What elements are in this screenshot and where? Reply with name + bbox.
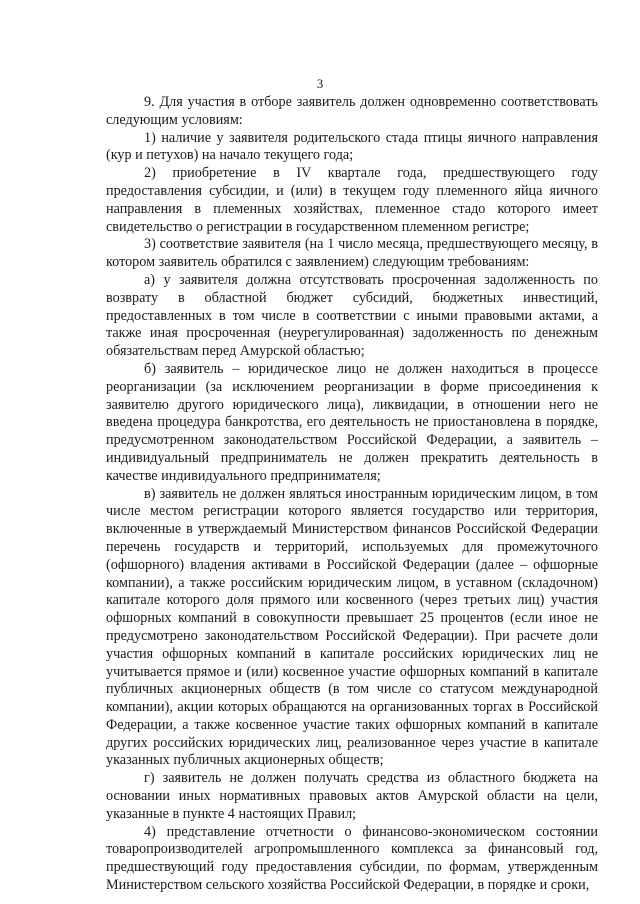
paragraph-requirement-a: а) у заявителя должна отсутствовать просроченная задолженность по возврату в областной бюджет субсидий, бюджетных инвестиций, предоставленных в том числе в соответствии с иными правовыми актами, а также иная просроченная (неурегулированная) задолженность по денежным обязательствам перед Амурской областью; [106,271,598,360]
paragraph-requirement-b: б) заявитель – юридическое лицо не должен находиться в процессе реорганизации (за исключением реорганизации в форме присоединения к заявителю другого юридического лица), ликвидации, в отношении него не введена процедура банкротства, его деятельность не приостановлена в порядке, предусмотренном законодательством Российской Федерации, а заявитель – индивидуальный предприниматель не должен прекратить деятельность в качестве индивидуального предпринимателя; [106,360,598,484]
document-body [106,94,598,895]
paragraph-condition-2: 2) приобретение в IV квартале года, предшествующего году предоставления субсидии, и (или) в текущем году племенного яйца яичного направления в племенных хозяйствах, племенное стадо которого имеет свидетельство о регистрации в государственном племенном регистре; [106,165,598,235]
paragraph-condition-4: 4) представление отчетности о финансово-экономическом состоянии товаропроизводителей агропромышленного комплекса за финансовый год, предшествующий году предоставления субсидии, по формам, утвержденным Министерством сельского хозяйства Российской Федерации, в порядке и сроки, [106,823,598,894]
paragraph-requirement-g: г) заявитель не должен получать средства из областного бюджета на основании иных нормативных правовых актов Амурской области на цели, указанные в пункте 4 настоящих Правил; [106,770,598,822]
paragraph-condition-1: 1) наличие у заявителя родительского стада птицы яичного направления (кур и петухов) на начало текущего года; [106,129,598,164]
page-number: 3 [316,76,324,91]
paragraph-requirement-v: в) заявитель не должен являться иностранным юридическим лицом, в том числе местом регистрации которого является государство или территория, включенные в утверждаемый Министерством финансов Российской Федерации перечень государств и территорий, используемых для промежуточного (офшорного) владения активами в Российской Федерации (далее – офшорные компании), а также российским юридическим лицом, в уставном (складочном) капитале которого доля прямого или косвенного (через третьих лиц) участия офшорных компаний в совокупности превышает 25 процентов (если иное не предусмотрено законодательством Российской Федерации). При расчете доли участия офшорных компаний в капитале российских юридических лиц не учитывается прямое и (или) косвенное участие офшорных компаний в капитале публичных акционерных обществ (в том числе со статусом международной компании), акции которых обращаются на организованных торгах в Российской Федерации, а также косвенное участие таких офшорных компаний в капитале других российских юридических лиц, реализованное через участие в капитале указанных публичных акционерных обществ; [106,485,598,769]
paragraph-condition-3: 3) соответствие заявителя (на 1 число месяца, предшествующего месяцу, в котором заявитель обратился с заявлением) следующим требованиям: [106,236,598,271]
paragraph-item-9: 9. Для участия в отборе заявитель должен одновременно соответствовать следующим условиям: [106,94,598,128]
